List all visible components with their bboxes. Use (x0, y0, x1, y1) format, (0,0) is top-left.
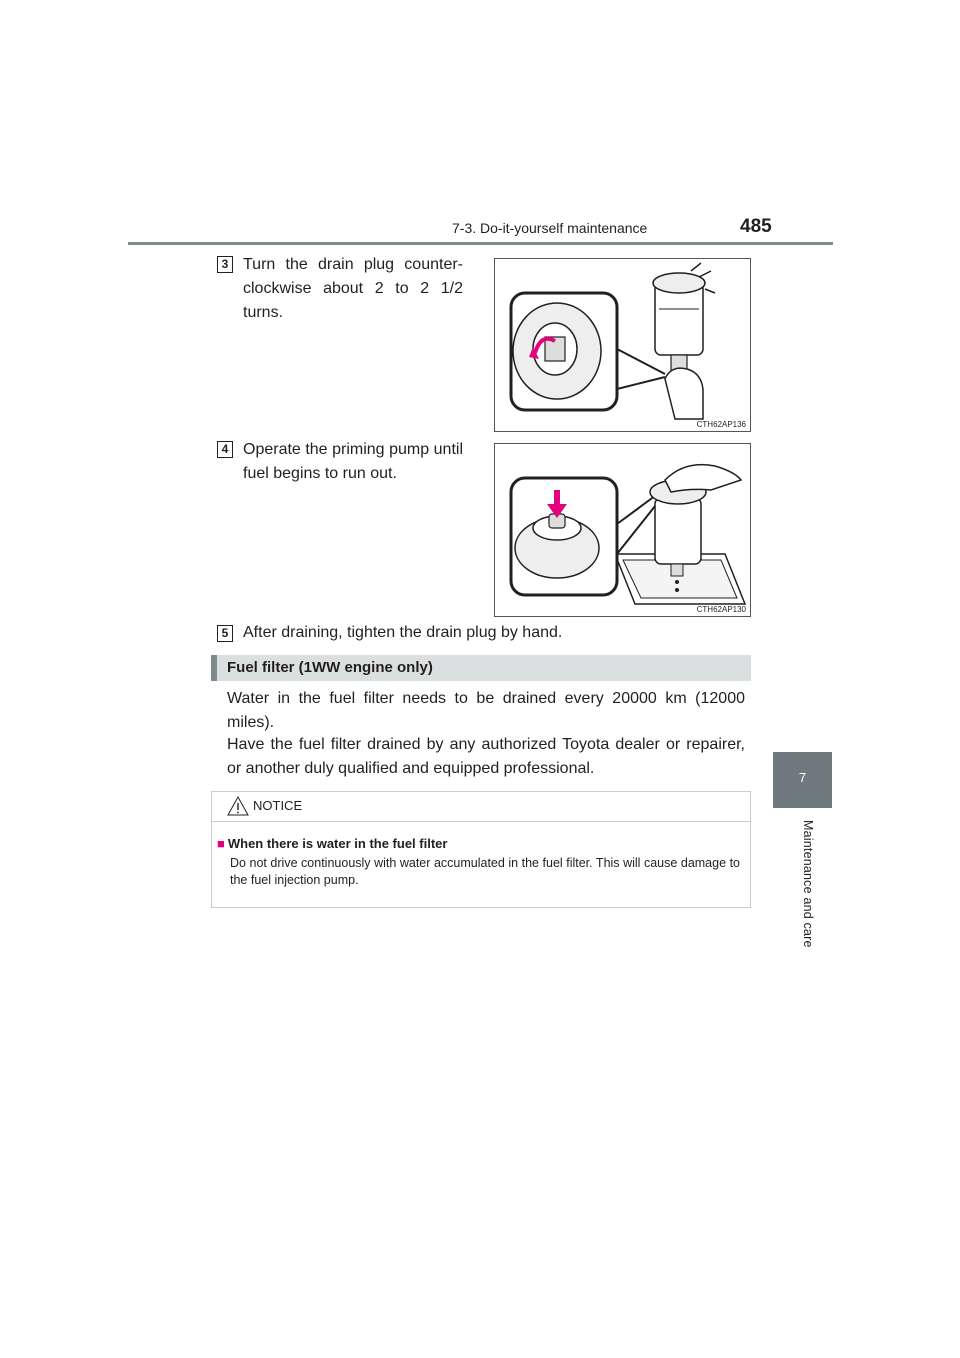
figure-priming-pump (494, 443, 751, 617)
notice-divider (212, 821, 750, 822)
figure-drain-plug (494, 258, 751, 432)
notice-subtitle (217, 836, 447, 851)
warning-triangle-icon (227, 796, 249, 816)
section-heading-text: Fuel filter (1WW engine only) (227, 659, 433, 676)
bullet-square-icon: ■ (217, 836, 225, 851)
priming-pump-illustration (495, 444, 751, 617)
step-number-5: 5 (217, 625, 233, 642)
page-number: 485 (740, 216, 772, 237)
step-text-4: Operate the priming pump until fuel begins to run out. (243, 441, 463, 482)
step-number-4: 4 (217, 441, 233, 458)
step-text-5: After draining, tighten the drain plug by hand. (243, 624, 563, 641)
step-number-3: 3 (217, 256, 233, 273)
drain-plug-illustration (495, 259, 751, 432)
figure-code: CTH62AP136 (696, 420, 746, 429)
paragraph-dealer: Have the fuel filter drained by any authorized Toyota dealer or repairer, or another duly qualified and equipped professional. (227, 736, 745, 777)
section-heading (211, 655, 751, 681)
chapter-number: 7 (798, 770, 807, 785)
paragraph-drain-interval: Water in the fuel filter needs to be drained every 20000 km (12000 miles). (227, 690, 745, 731)
chapter-label: Maintenance and care (801, 820, 815, 948)
figure-code: CTH62AP130 (696, 605, 746, 614)
step-text-3: Turn the drain plug counter-clockwise about 2 to 2 1/2 turns. (243, 256, 463, 321)
notice-title: NOTICE (253, 798, 303, 813)
section-title: 7-3. Do-it-yourself maintenance (452, 220, 648, 236)
header-rule (128, 242, 833, 245)
notice-body: Do not drive continuously with water accumulated in the fuel filter. This will cause damage to the fuel injection pump. (230, 856, 740, 887)
notice-subtitle-text: When there is water in the fuel filter (227, 836, 448, 851)
